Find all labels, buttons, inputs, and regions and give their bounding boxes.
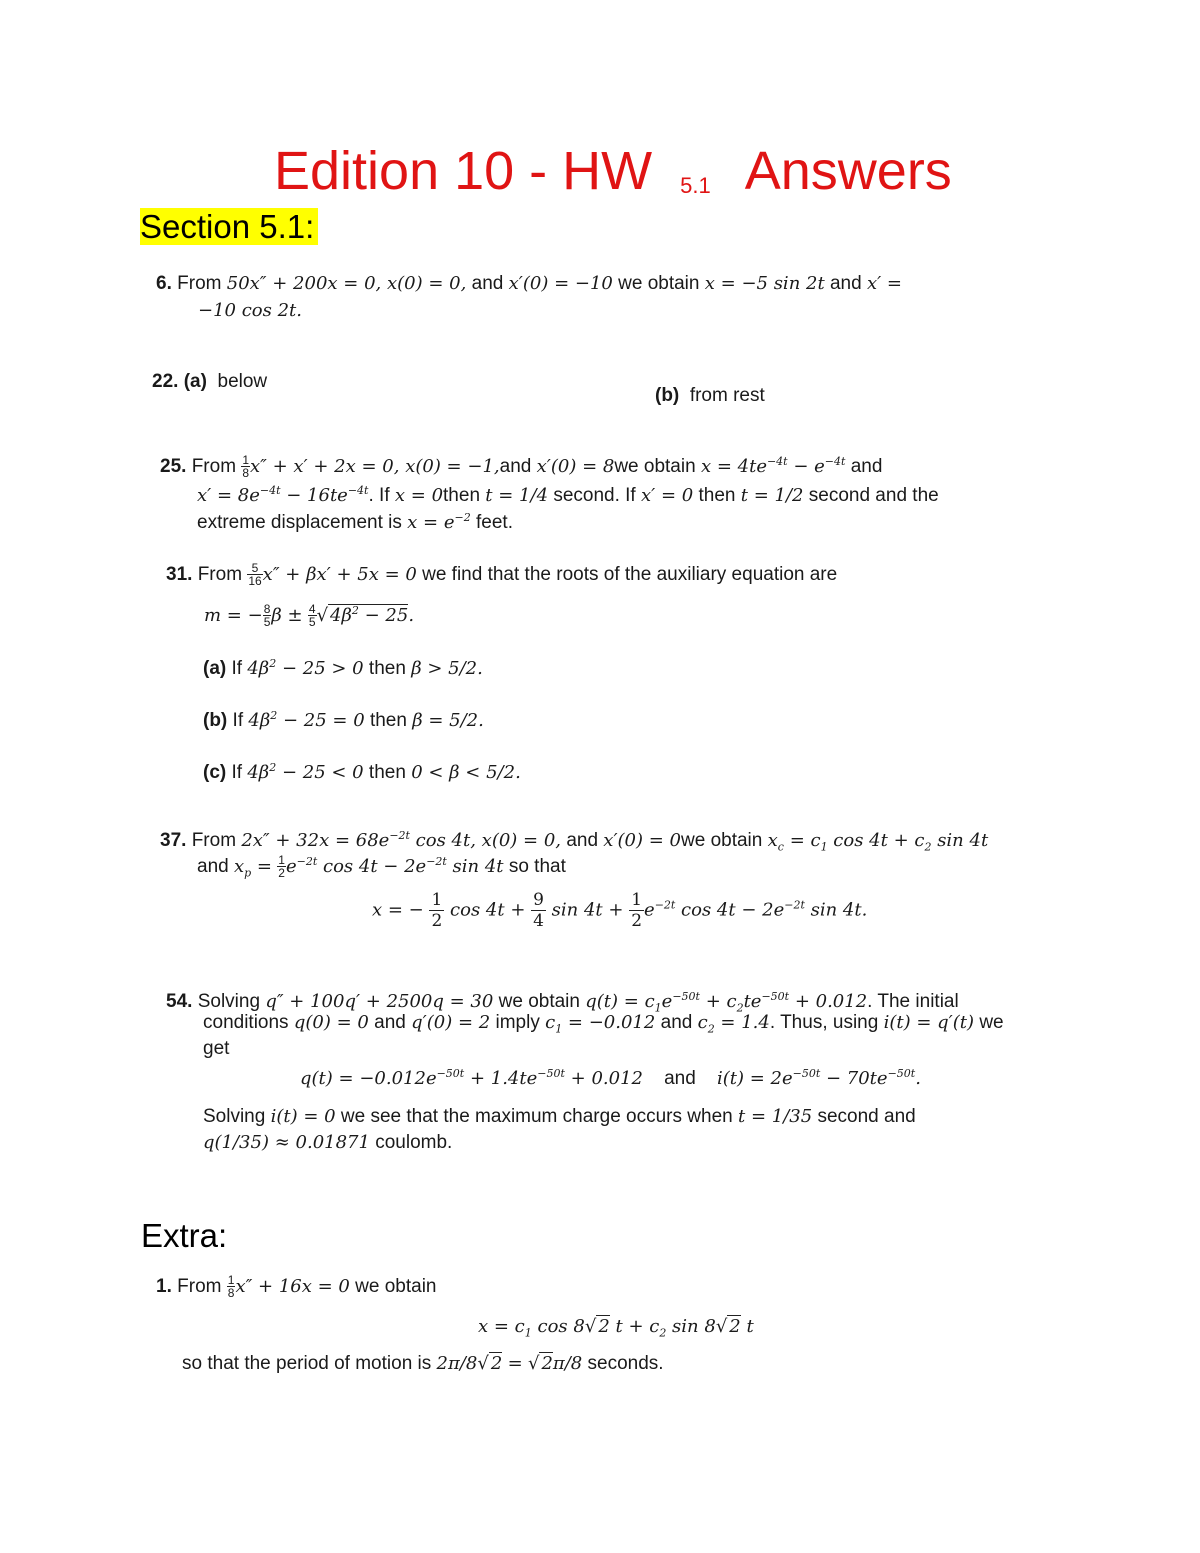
problem-54-line3: get: [203, 1038, 230, 1059]
problem-31-b: (b) If $4\beta^2 - 25 = 0$ then β = 5/2.: [203, 709, 484, 731]
problem-31-a: (a) If $4\beta^2 - 25 > 0$ then β > 5/2.: [203, 657, 483, 679]
problem-31-roots: m = − $\frac{8}{5}$ β ± $\frac{4}{5}$ √ $4\beta^2 - 25$.: [204, 602, 415, 630]
section-heading: Section 5.1:: [140, 208, 318, 246]
problem-37: 37. From $2x'' + 32x = 68e^{-2t}$ cos 4t, x(0) = 0, and x′(0) = 0we obtain $x_c = c_1$ $\cos 4t + c_2$ sin 4t: [160, 829, 989, 854]
problem-22-b: (b) from rest: [655, 385, 765, 406]
problem-6: 6. From 50x″ + 200x = 0, x(0) = 0, and x′(0) = −10 we obtain x = −5 sin 2t and x′ =: [156, 273, 903, 294]
problem-54: 54. Solving q″ + 100q′ + 2500q = 30 we obtain $q(t) = c_1e^{-50t} + c_2te^{-50t} + 0.012$. The initial: [166, 990, 959, 1015]
problem-31-c: (c) If $4\beta^2 - 25 < 0$ then 0 < β < 5/2.: [203, 761, 521, 783]
problem-37-line2: and $x_p$ = $\frac{1}{2}$ $e^{-2t}$ $\cos 4t - 2e^{-2t}$ sin 4t so that: [197, 853, 566, 881]
extra-heading: Extra:: [141, 1217, 228, 1254]
problem-6-cont: −10 cos 2t.: [198, 300, 302, 321]
extra-problem-1-solution: $x = c_1$ cos 8√ 2 $t + c_2$ sin 8√ 2 t: [478, 1316, 754, 1340]
problem-25-line3: extreme displacement is $x = e^{-2}$ feet.: [197, 511, 513, 533]
problem-37-solution: x = − $\frac{1}{2}$ cos 4t + $\frac{9}{4}$ sin 4t + $\frac{1}{2}$ $e^{-2t}$ $\cos 4t - 2e^{-2t}$ sin 4t.: [372, 890, 868, 931]
extra-problem-1: 1. From $\frac{1}{8}$ x″ + 16x = 0 we obtain: [156, 1273, 437, 1301]
extra-problem-1-period: so that the period of motion is 2π/8√ 2 = √ 2π/8 seconds.: [182, 1353, 664, 1374]
page-title: Edition 10 - HW 5.1 Answers: [274, 141, 952, 201]
problem-31: 31. From $\frac{5}{16}$ x″ + βx′ + 5x = 0 we find that the roots of the auxiliary equation are: [166, 561, 838, 589]
problem-25: 25. From $\frac{1}{8}$ x″ + x′ + 2x = 0, x(0) = −1,and x′(0) = 8we obtain $x = 4te^{-4t} - e^{-4t}$ and: [160, 453, 883, 481]
problem-54-line2: conditions q(0) = 0 and q′(0) = 2 imply $c_1 = -0.012$ and $c_2 = 1.4$. Thus, using i(t) = q′(t) we: [203, 1012, 1004, 1036]
problem-54-line6: q(1/35) ≈ 0.01871 coulomb.: [203, 1132, 453, 1153]
problem-54-equations: $q(t) = -0.012e^{-50t} + 1.4te^{-50t} + 0.012$ and $i(t) = 2e^{-50t} - 70te^{-50t}$.: [300, 1067, 921, 1089]
problem-54-line5: Solving i(t) = 0 we see that the maximum charge occurs when t = 1/35 second and: [203, 1106, 916, 1127]
problem-25-line2: $x' = 8e^{-4t} - 16te^{-4t}$. If x = 0then t = 1/4 second. If x′ = 0 then t = 1/2 second and the: [197, 484, 939, 506]
problem-22-a: 22. (a) below: [152, 371, 268, 392]
